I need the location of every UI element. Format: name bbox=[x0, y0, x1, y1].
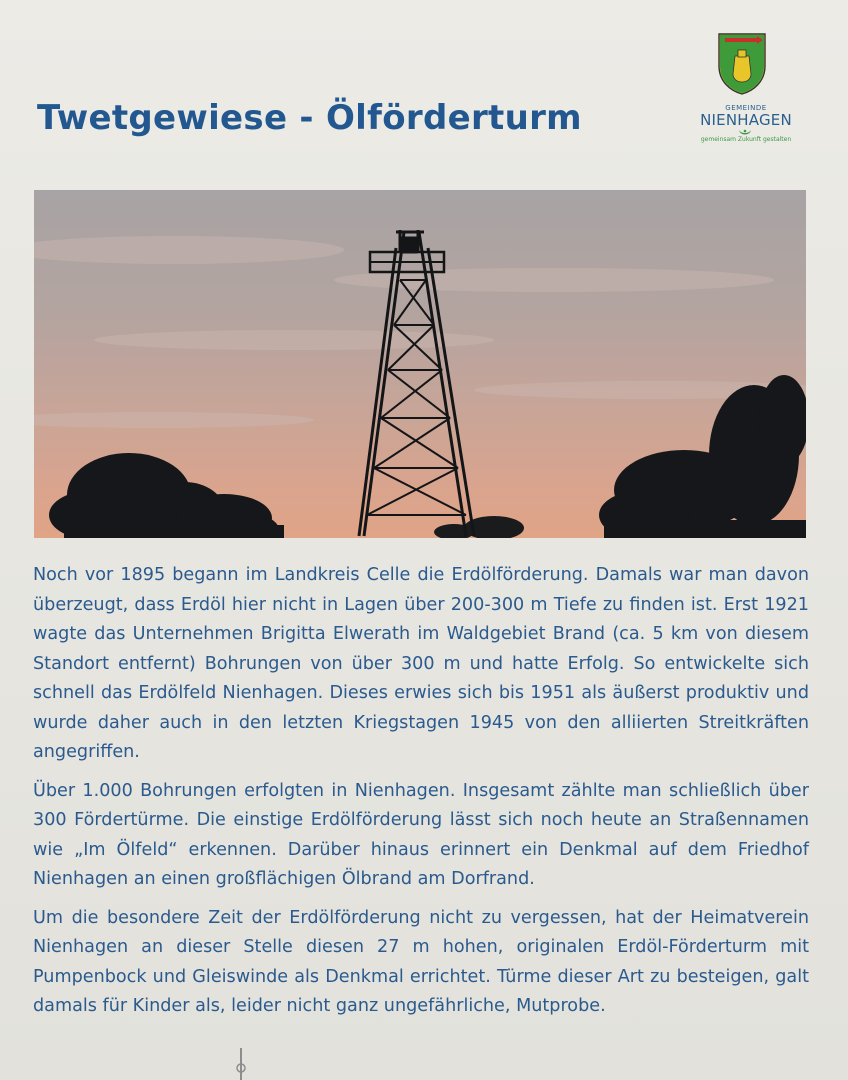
paragraph-3: Um die besondere Zeit der Erdölförderung nicht zu vergessen, hat der Heimatverein Nienhagen an dieser Stelle diesen 27 m hohen, originalen Erdöl-Förderturm mit Pumpenbock und Gleiswinde als Denkmal errichtet. Türme dieser Art zu besteigen, galt damals für Kinder als, leider nicht ganz ungefährliche, Mutprobe. bbox=[33, 907, 809, 1016]
municipality-logo bbox=[694, 32, 798, 150]
logo-label: GEMEINDE bbox=[725, 104, 767, 112]
sign-title: Twetgewiese - Ölförderturm bbox=[37, 98, 582, 138]
derrick-photo bbox=[34, 190, 806, 538]
body-text bbox=[33, 561, 809, 1031]
fastener-icon bbox=[234, 1048, 248, 1080]
paragraph-1: Noch vor 1895 begann im Landkreis Celle die Erdölförderung. Damals war man davon überzeugt, dass Erdöl hier nicht in Lagen über 200-300 m Tiefe zu finden ist. Erst 1921 wagte das Unternehmen Brigitta Elwerath im Waldgebiet Brand (ca. 5 km von diesem Standort entfernt) Bohrungen von über 300 m und hatte Erfolg. So entwickelte sich schnell das Erdölfeld Nienhagen. Dieses erwies sich bis 1951 als äußerst produktiv und wurde daher auch in den letzten Kriegstagen 1945 von den alliierten Streitkräften angegriffen. bbox=[33, 565, 809, 762]
paragraph-2: Über 1.000 Bohrungen erfolgten in Nienhagen. Insgesamt zählte man schließlich über 300 Fördertürme. Die einstige Erdölförderung lässt sich noch heute an Straßennamen wie „Im Ölfeld“ erkennen. Darüber hinaus erinnert ein Denkmal auf dem Friedhof Nienhagen an einen großflächigen Ölbrand am Dorfrand. bbox=[33, 780, 809, 889]
logo-name: NIENHAGEN bbox=[700, 111, 792, 129]
logo-slogan: gemeinsam Zukunft gestalten bbox=[700, 136, 792, 143]
coat-of-arms-icon bbox=[717, 32, 767, 96]
sunset-derrick-image bbox=[34, 190, 806, 538]
